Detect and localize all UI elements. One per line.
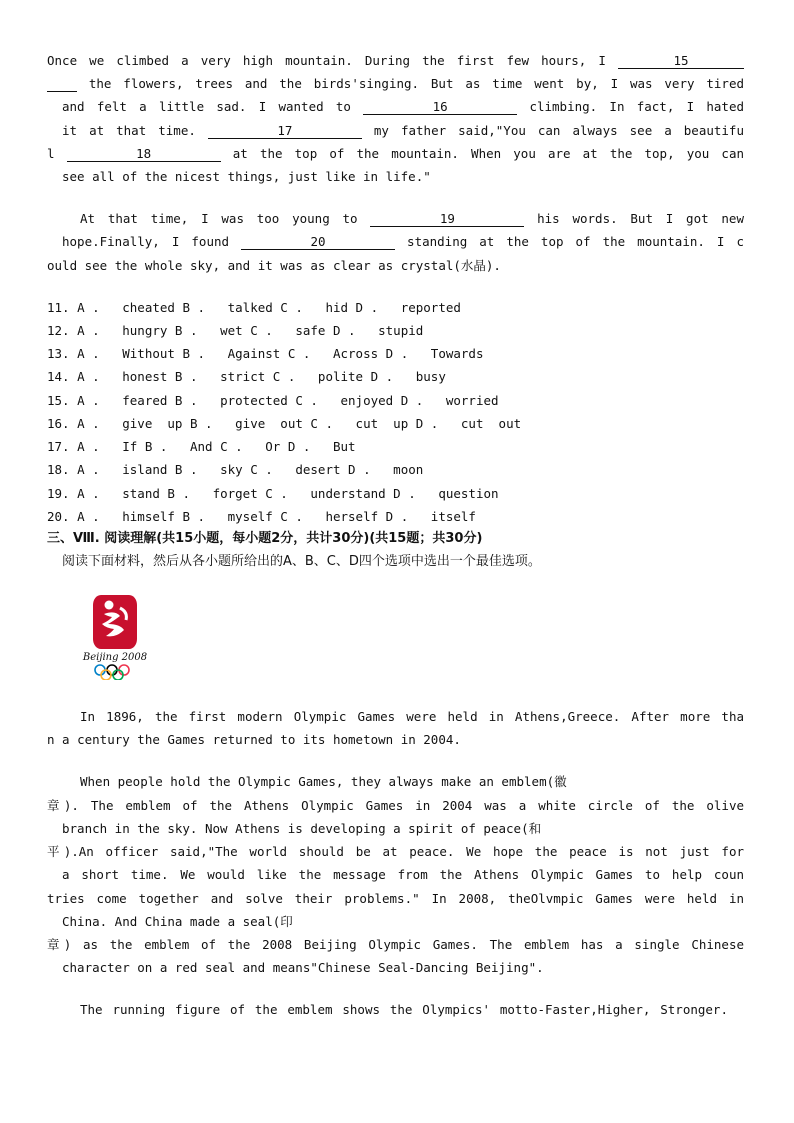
passage1-line-8	[62, 234, 744, 250]
passage2-line-10: 章) as the emblem of the 2008 Beijing Olympic Games. The emblem has a single Chinese	[47, 937, 744, 952]
option-row-18: 18. A . island B . sky C . desert D . moon	[47, 462, 424, 477]
passage2-line-4: 章). The emblem of the Athens Olympic Games in 2004 was a white circle of the olive	[47, 798, 744, 813]
section-instruction: 阅读下面材料，然后从各小题所给出的A、B、C、D四个选项中选出一个最佳选项。	[62, 554, 541, 569]
option-row-19: 19. A . stand B . forget C . understand D . question	[47, 486, 499, 501]
text-segment: at the top of the mountain. When you are at the top, you can	[232, 146, 744, 161]
text-segment: his words. But I got new	[537, 211, 744, 226]
beijing-2008-emblem	[82, 594, 148, 680]
passage1-line-6	[62, 169, 744, 185]
passage1-line-5	[47, 146, 744, 162]
passage1-line-4	[62, 123, 744, 139]
blank-17: 17	[208, 124, 362, 139]
option-row-12: 12. A . hungry B . wet C . safe D . stupid	[47, 323, 424, 338]
option-row-13: 13. A . Without B . Against C . Across D . Towards	[47, 346, 484, 361]
passage2-line-2: n a century the Games returned to its hometown in 2004.	[47, 732, 461, 747]
text-segment: standing at the top of the mountain. I c	[407, 234, 744, 249]
passage2-line-8: tries come together and solve their problems." In 2008, theOlvmpic Games were held in	[47, 891, 744, 906]
text-segment: see all of the nicest things, just like in life."	[62, 169, 431, 184]
passage2-line-1: In 1896, the first modern Olympic Games were held in Athens,Greece. After more tha	[80, 709, 744, 724]
passage1-line-9	[47, 258, 744, 274]
option-row-20: 20. A . himself B . myself C . herself D . itself	[47, 509, 476, 524]
text-segment: it at that time.	[62, 123, 196, 138]
option-row-14: 14. A . honest B . strict C . polite D . busy	[47, 369, 446, 384]
text-segment: my father said,"You can always see a beautifu	[373, 123, 744, 138]
blank-15: 15	[618, 54, 744, 69]
text-segment: the flowers, trees and the birds'singing. But as time went by, I was very tired	[88, 76, 744, 91]
passage1-line-1	[47, 53, 744, 69]
blank-16: 16	[363, 100, 517, 115]
passage2-line-9: China. And China made a seal(印	[62, 914, 293, 929]
emblem-icon	[82, 594, 148, 680]
svg-text:Beijing 2008: Beijing 2008	[82, 652, 148, 663]
passage2-line-5: branch in the sky. Now Athens is developing a spirit of peace(和	[62, 821, 542, 836]
text-segment: At that time, I was too young to	[80, 211, 358, 226]
option-row-17: 17. A . If B . And C . Or D . But	[47, 439, 356, 454]
passage2-line-7: a short time. We would like the message from the Athens Olympic Games to help coun	[62, 867, 744, 882]
option-row-11: 11. A . cheated B . talked C . hid D . reported	[47, 300, 461, 315]
text-segment: Once we climbed a very high mountain. During the first few hours, I	[47, 53, 606, 68]
passage2-line-6: 平).An officer said,"The world should be at peace. We hope the peace is not just for	[47, 844, 744, 859]
option-row-15: 15. A . feared B . protected C . enjoyed D . worried	[47, 393, 499, 408]
blank-18: 18	[67, 147, 221, 162]
passage1-line-7	[80, 211, 744, 227]
passage1-line-3	[62, 99, 744, 115]
passage2-line-3: When people hold the Olympic Games, they always make an emblem(徽	[80, 774, 567, 789]
section-heading: 三、Ⅷ. 阅读理解(共15小题，每小题2分，共计30分)(共15题；共30分)	[47, 531, 483, 546]
text-segment: l	[47, 146, 55, 161]
passage2-line-12: The running figure of the emblem shows the Olympics' motto-Faster,Higher, Stronger.	[80, 1002, 728, 1017]
text-segment: hope.Finally, I found	[62, 234, 230, 249]
text-segment: and felt a little sad. I wanted to	[62, 99, 351, 114]
text-segment: ould see the whole sky, and it was as clear as crystal(水晶).	[47, 258, 501, 273]
blank-19: 19	[370, 212, 524, 227]
blank-20: 20	[241, 235, 395, 250]
passage1-line-2	[47, 76, 744, 92]
blank-15-continued	[47, 77, 77, 92]
passage2-line-11: character on a red seal and means"Chinese Seal-Dancing Beijing".	[62, 960, 544, 975]
text-segment: climbing. In fact, I hated	[529, 99, 744, 114]
option-row-16: 16. A . give up B . give out C . cut up D . cut out	[47, 416, 522, 431]
